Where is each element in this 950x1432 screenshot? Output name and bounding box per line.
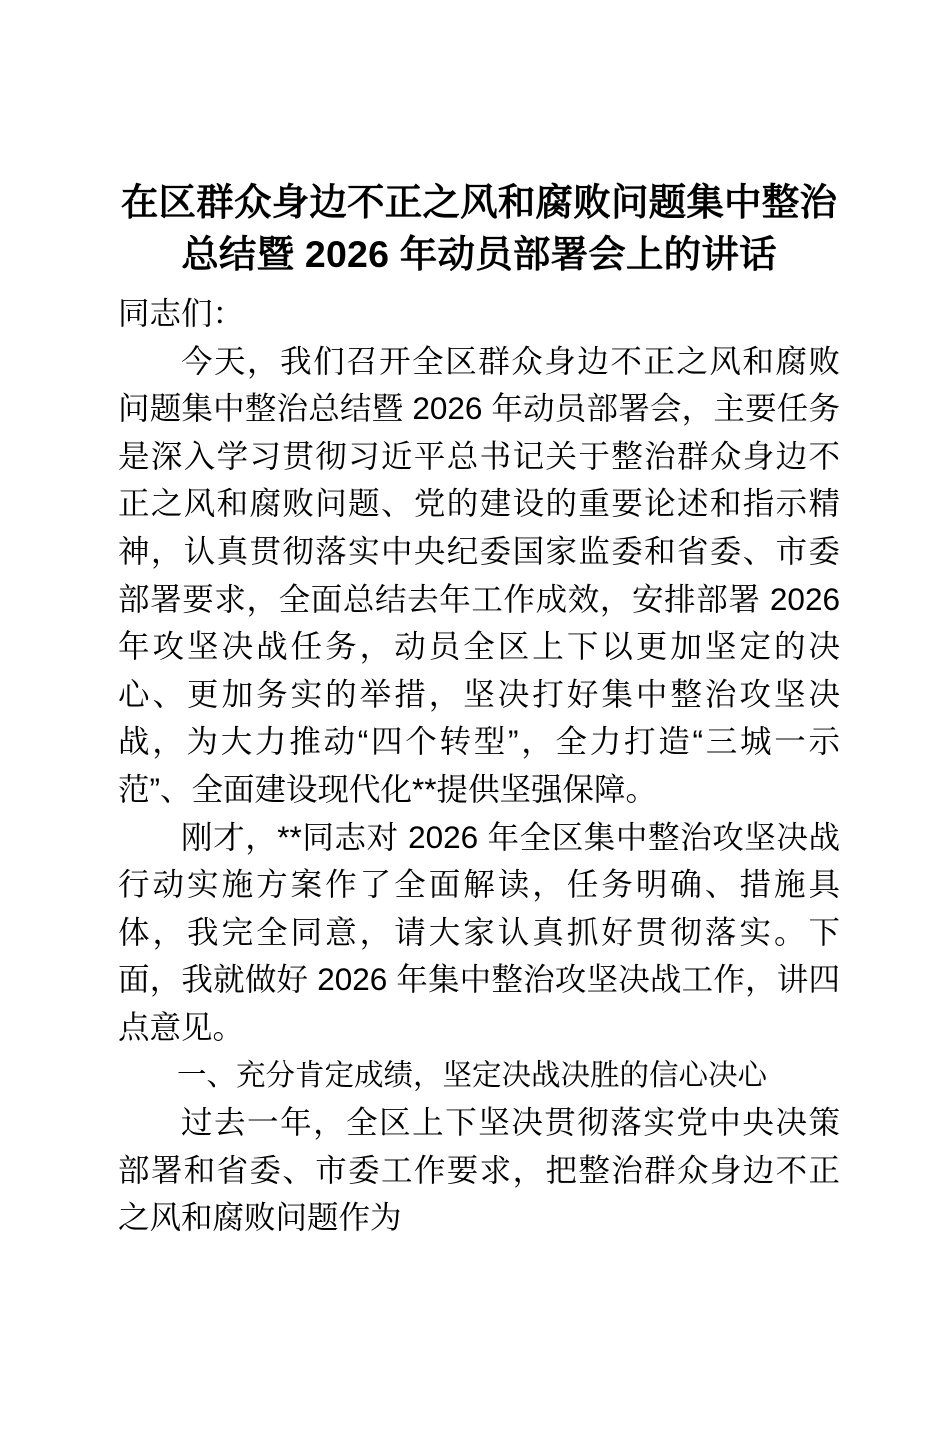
salutation-line: 同志们：	[118, 295, 245, 331]
page-title: 在区群众身边不正之风和腐败问题集中整治总结暨 2026 年动员部署会上的讲话	[120, 181, 838, 275]
paragraph-1: 今天，我们召开全区群众身边不正之风和腐败问题集中整治总结暨 2026 年动员部署会，主要任务是深入学习贯彻习近平总书记关于整治群众身边不正之风和腐败问题、党的建设的重要论述和指示精神，认真贯彻落实中央纪委国家监委和省委、市委部署要求，全面总结去年工作成效，安排部署 2026 年攻坚决战任务，动员全区上下以更加坚定的决心、更加务实的举措，坚决打好集中整治攻坚决战，为大力推动“四个转型”，全力打造“三城一示范”、全面建设现代化**提供坚强保障。	[118, 342, 840, 807]
title-body-spacer	[118, 280, 840, 290]
section-heading-1: 一、充分肯定成绩，坚定决战决胜的信心决心	[177, 1058, 768, 1092]
page-bottom-whitespace	[118, 1242, 840, 1432]
paragraph-2: 刚才，**同志对 2026 年全区集中整治攻坚决战行动实施方案作了全面解读，任务明确、措施具体，我完全同意，请大家认真抓好贯彻落实。下面，我就做好 2026 年集中整治攻坚决战工作，讲四点意见。	[118, 818, 840, 1045]
document-body	[118, 0, 840, 1432]
section-1-paragraph-1: 过去一年，全区上下坚决贯彻落实党中央决策部署和省委、市委工作要求，把整治群众身边不正之风和腐败问题作为	[118, 1104, 840, 1236]
